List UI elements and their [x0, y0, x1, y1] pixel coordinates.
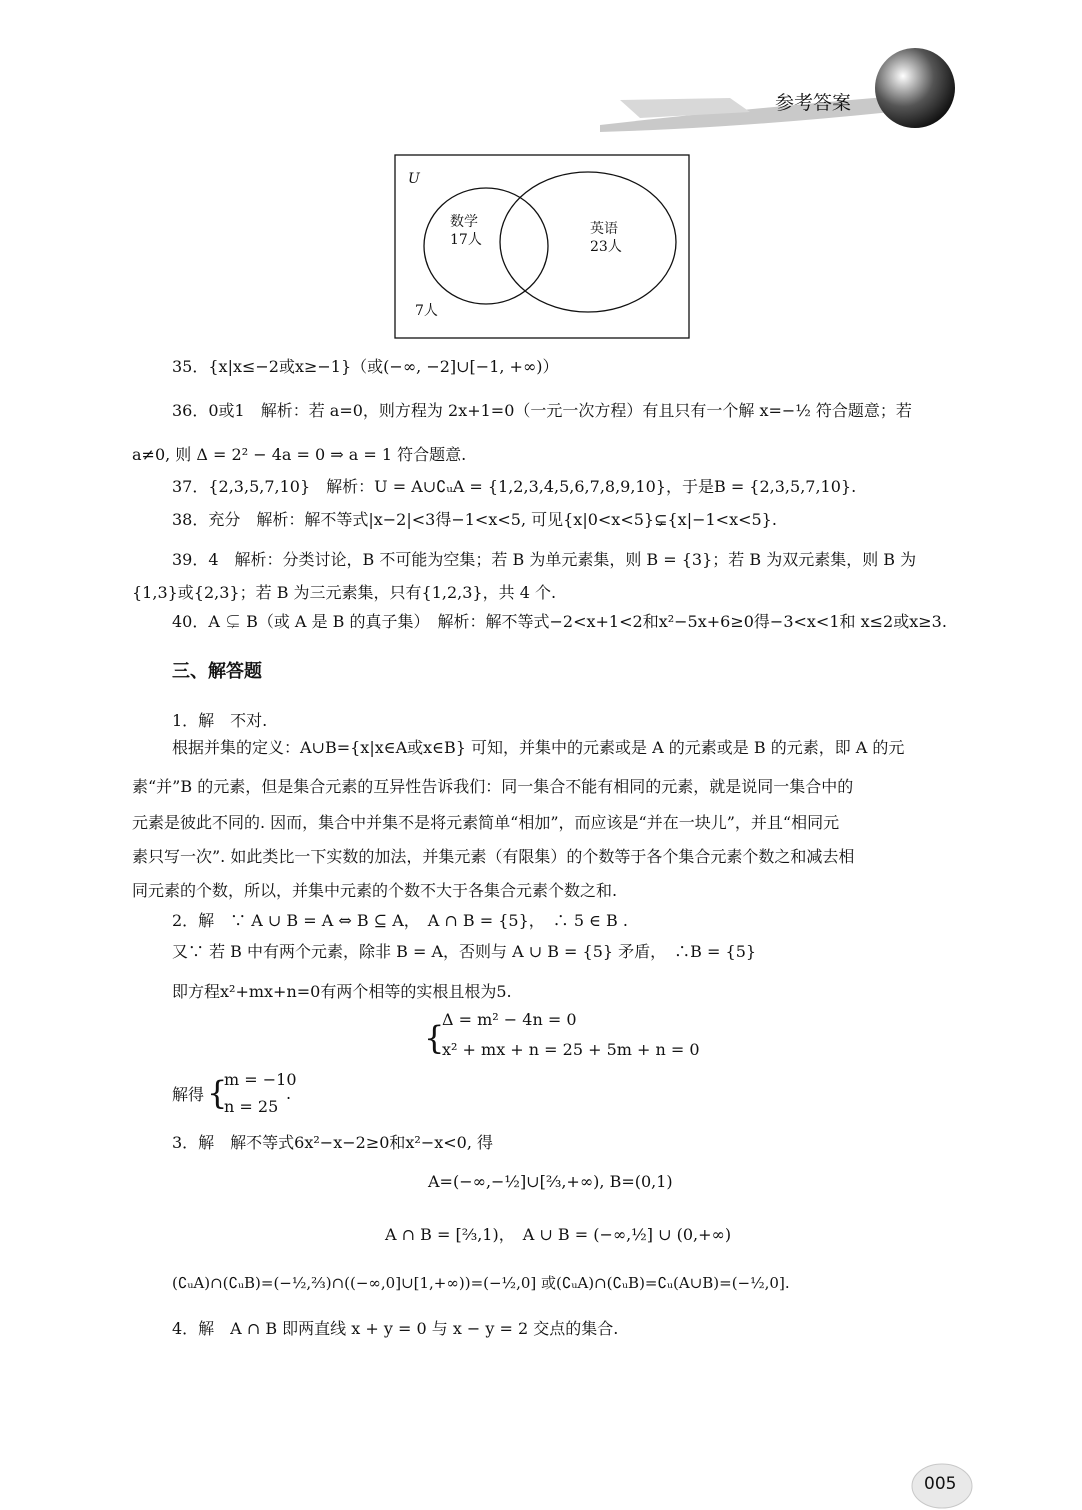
answer-40: 40．A ⊊ B（或 A 是 B 的真子集） 解析：解不等式−2<x+1<2和x²−5x+6≥0得−3<x<1和 x≤2或x≥3.: [172, 612, 947, 631]
solution-1-paragraph-line1: 根据并集的定义：A∪B={x|x∈A或x∈B} 可知，并集中的元素或是 A 的元素或是 B 的元素，即 A 的元: [172, 738, 905, 757]
venn-universe-label: U: [408, 171, 420, 187]
venn-english-count: 23人: [590, 239, 622, 255]
solution-1-paragraph-line5: 同元素的个数，所以，并集中元素的个数不大于各集合元素个数之和.: [132, 881, 618, 900]
solution-4-line1: 4．解 A ∩ B 即两直线 x + y = 0 与 x − y = 2 交点的集合.: [172, 1319, 619, 1338]
answer-39-line2: {1,3}或{2,3}；若 B 为三元素集，只有{1,2,3}，共 4 个.: [132, 583, 557, 602]
solution-2-result-prefix: 解得: [172, 1085, 205, 1104]
solution-3-equation1: A=(−∞,−½]∪[⅔,+∞), B=(0,1): [428, 1172, 673, 1191]
solution-2-result-n: n = 25: [224, 1097, 279, 1116]
answer-36-line2: a≠0, 则 Δ = 2² − 4a = 0 ⇒ a = 1 符合题意.: [132, 445, 467, 464]
solution-2-line2: 又∵ 若 B 中有两个元素，除非 B = A，否则与 A ∪ B = {5} 矛盾， ∴B = {5}: [172, 942, 757, 961]
solution-3-line1: 3．解 解不等式6x²−x−2≥0和x²−x<0, 得: [172, 1133, 494, 1152]
solution-2-equation1: Δ = m² − 4n = 0: [442, 1010, 577, 1029]
system-brace-1: {: [424, 1019, 445, 1057]
solution-3-equation2: A ∩ B = [⅔,1)， A ∪ B = (−∞,½] ∪ (0,+∞): [385, 1225, 732, 1244]
solution-2-line1: 2．解 ∵ A ∪ B = A ⇔ B ⊆ A， A ∩ B = {5}， ∴ 5 ∈ B .: [172, 911, 628, 930]
venn-math-name: 数学: [450, 214, 478, 230]
solution-1-paragraph-line2: 素“并”B 的元素，但是集合元素的互异性告诉我们：同一集合不能有相同的元素，就是说同一集合中的: [132, 777, 854, 796]
solution-2-line3: 即方程x²+mx+n=0有两个相等的实根且根为5.: [172, 982, 512, 1001]
venn-math-count: 17人: [450, 232, 482, 248]
venn-outside-count: 7人: [415, 303, 438, 319]
solution-1-paragraph-line4: 素只写一次”. 如此类比一下实数的加法，并集元素（有限集）的个数等于各个集合元素个数之和减去相: [132, 847, 855, 866]
venn-english-name: 英语: [590, 221, 618, 237]
answer-35: 35．{x|x≤−2或x≥−1}（或(−∞, −2]∪[−1, +∞)）: [172, 357, 559, 376]
answer-39-line1: 39．4 解析：分类讨论，B 不可能为空集；若 B 为单元素集，则 B = {3}；若 B 为双元素集，则 B 为: [172, 550, 917, 569]
header-title: 参考答案: [775, 92, 852, 114]
page-number: 005: [924, 1474, 957, 1494]
answer-36-line1: 36．0或1 解析：若 a=0，则方程为 2x+1=0（一元一次方程）有且只有一个解 x=−½ 符合题意；若: [172, 401, 912, 420]
period-mark: .: [286, 1084, 292, 1103]
solution-3-equation3: (∁ᵤA)∩(∁ᵤB)=(−½,⅔)∩((−∞,0]∪[1,+∞))=(−½,0] 或(∁ᵤA)∩(∁ᵤB)=∁ᵤ(A∪B)=(−½,0].: [172, 1274, 790, 1292]
solution-1-title: 1．解 不对.: [172, 711, 268, 730]
english-circle: [500, 172, 676, 312]
solution-1-paragraph-line3: 元素是彼此不同的. 因而，集合中并集不是将元素简单“相加”，而应该是“并在一块儿”，并且“相同元: [132, 813, 840, 832]
section-title: 三、解答题: [172, 661, 262, 682]
answer-37: 37．{2,3,5,7,10} 解析：U = A∪∁ᵤA = {1,2,3,4,5,6,7,8,9,10}，于是B = {2,3,5,7,10}.: [172, 477, 857, 496]
math-circle: [424, 188, 548, 304]
solution-2-result-m: m = −10: [224, 1070, 297, 1089]
system-brace-2: {: [207, 1074, 228, 1112]
venn-diagram: [394, 154, 690, 340]
solution-2-equation2: x² + mx + n = 25 + 5m + n = 0: [442, 1040, 700, 1059]
answer-38: 38．充分 解析：解不等式|x−2|<3得−1<x<5, 可见{x|0<x<5}⊊{x|−1<x<5}.: [172, 510, 777, 529]
header-circle-icon: [875, 48, 955, 128]
